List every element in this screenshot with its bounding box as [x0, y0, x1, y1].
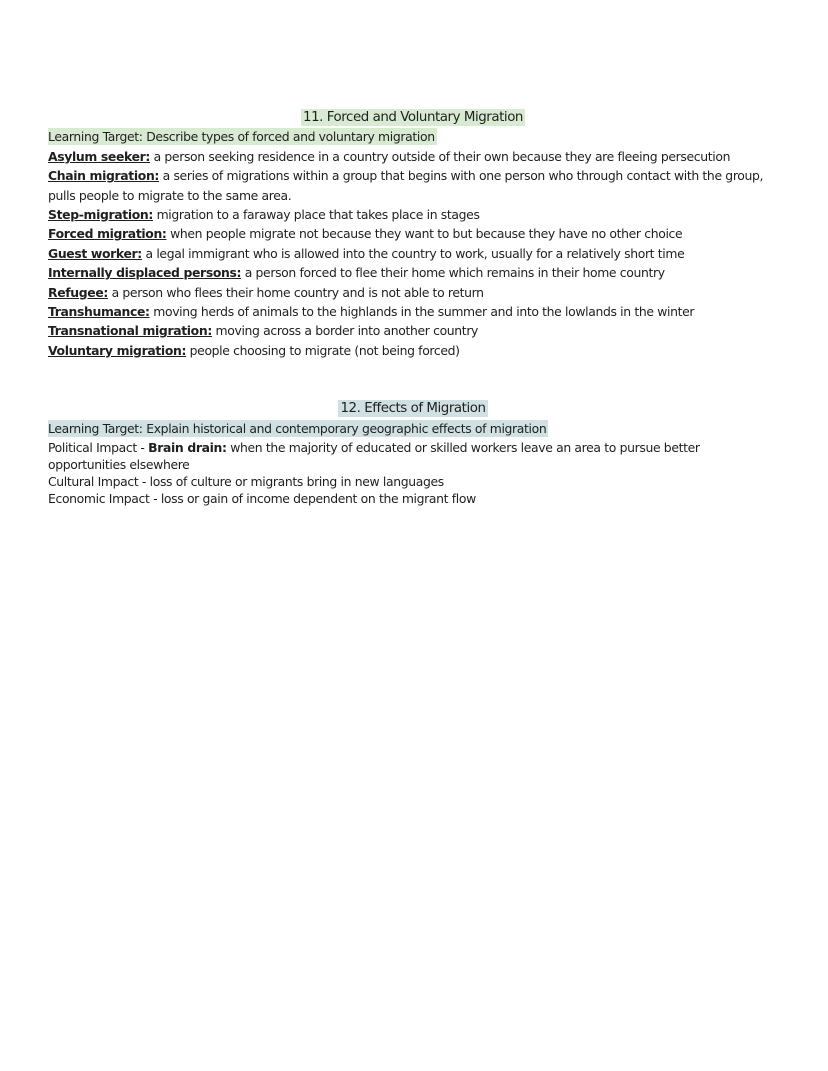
term-definition: moving herds of animals to the highlands in the summer and into the lowlands in the winter — [149, 304, 695, 320]
term-transnational-migration — [48, 321, 778, 340]
impact-term: Brain drain: — [148, 440, 227, 456]
term-label: Transhumance: — [48, 304, 150, 320]
term-label: Refugee: — [48, 284, 108, 300]
impact-prefix: Cultural Impact - loss of culture or migrants bring in new languages — [48, 474, 444, 490]
section-2-title-row — [48, 399, 778, 418]
impact-political — [48, 439, 728, 473]
term-forced-migration — [48, 224, 778, 243]
term-definition: a person who flees their home country and is not able to return — [108, 284, 484, 300]
term-asylum-seeker — [48, 147, 778, 166]
impact-cultural — [48, 473, 778, 490]
term-internally-displaced-persons — [48, 263, 778, 282]
term-transhumance — [48, 302, 778, 321]
impact-economic — [48, 490, 778, 507]
term-definition: a person seeking residence in a country outside of their own because they are fleeing persecution — [150, 148, 731, 164]
term-definition: when people migrate not because they want to but because they have no other choice — [166, 226, 683, 242]
term-definition: migration to a faraway place that takes place in stages — [152, 207, 480, 223]
term-label: Transnational migration: — [48, 323, 212, 339]
term-definition: people choosing to migrate (not being forced) — [186, 342, 460, 358]
term-label: Internally displaced persons: — [48, 265, 242, 281]
term-chain-migration — [48, 166, 768, 205]
section-1-learning-target: Learning Target: Describe types of forced and voluntary migration — [48, 129, 435, 145]
term-label: Asylum seeker: — [48, 148, 150, 164]
term-definition: a legal immigrant who is allowed into the country to work, usually for a relatively short time — [141, 245, 685, 261]
impact-text: when the majority of educated or skilled workers leave an area to pursue better opportunities elsewhere — [48, 440, 700, 473]
section-1-title: 11. Forced and Voluntary Migration — [303, 110, 523, 125]
term-definition: moving across a border into another country — [211, 323, 479, 339]
impact-prefix: Economic Impact - loss or gain of income dependent on the migrant flow — [48, 491, 476, 507]
term-voluntary-migration — [48, 341, 778, 360]
term-label: Forced migration: — [48, 226, 167, 242]
term-label: Step-migration: — [48, 207, 153, 223]
section-2-title: 12. Effects of Migration — [340, 401, 486, 417]
term-definition: a person forced to flee their home which remains in their home country — [241, 265, 665, 281]
section-1-title-row — [48, 108, 778, 127]
section-2-learning-target-row — [48, 419, 778, 438]
term-label: Chain migration: — [48, 168, 160, 184]
term-guest-worker — [48, 244, 778, 263]
section-1-learning-target-row — [48, 127, 778, 146]
section-2-learning-target: Learning Target: Explain historical and contemporary geographic effects of migration — [48, 420, 547, 436]
term-refugee — [48, 283, 778, 302]
term-definition: a series of migrations within a group that begins with one person who through contact with the group, pulls people to migrate to the same area. — [48, 168, 764, 203]
term-step-migration — [48, 205, 778, 224]
impact-prefix: Political Impact - — [48, 440, 149, 456]
term-label: Guest worker: — [48, 245, 142, 261]
term-label: Voluntary migration: — [48, 342, 187, 358]
document-page — [48, 108, 778, 507]
section-spacer — [48, 360, 778, 399]
